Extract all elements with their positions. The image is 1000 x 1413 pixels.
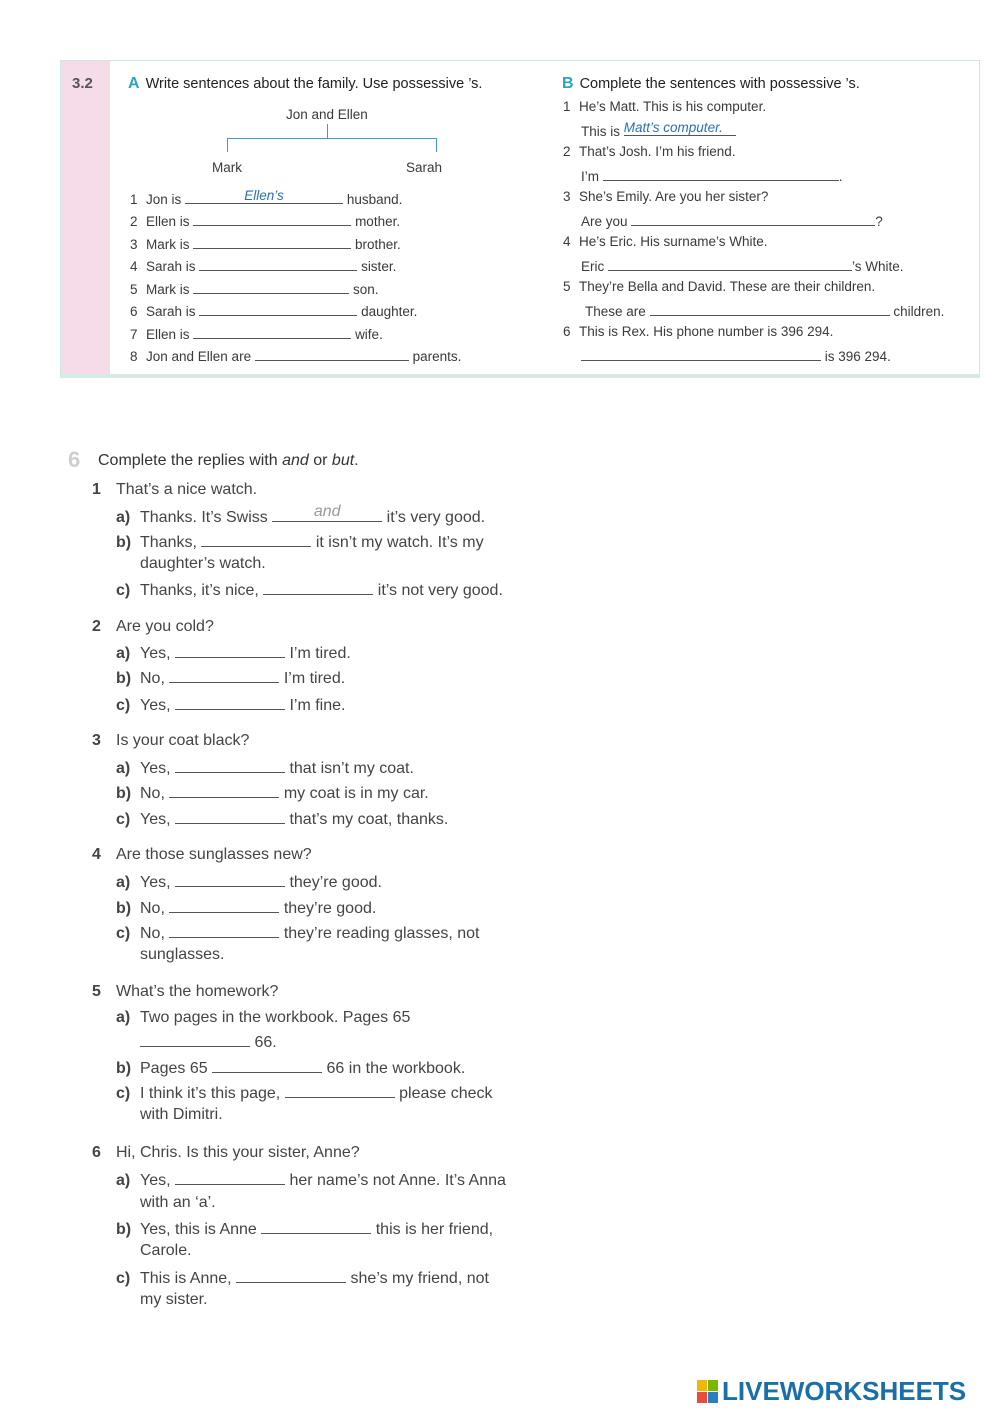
part-a-item	[130, 256, 396, 274]
part-b-item-line	[563, 99, 766, 114]
answer-blank[interactable]	[169, 668, 279, 683]
option-letter: a)	[116, 1009, 131, 1026]
part-a-heading	[128, 75, 482, 93]
item-prompt: He’s Matt. This is his computer.	[579, 99, 767, 114]
answer-blank[interactable]	[255, 346, 409, 361]
option-continued: with an ‘a’.	[140, 1194, 216, 1211]
option-text: it isn’t my watch. It’s my	[315, 534, 484, 551]
tree-bar	[227, 138, 437, 139]
option	[116, 580, 503, 600]
answer-blank[interactable]	[631, 211, 875, 226]
part-b-item-answer-line	[581, 166, 843, 184]
option-text: they’re reading glasses, not	[283, 925, 480, 942]
option-text: Yes,	[140, 811, 171, 828]
question-number: 1	[92, 481, 101, 498]
option-letter: a)	[116, 1172, 131, 1189]
item-prompt: This is Rex. His phone number is 396 294.	[579, 324, 834, 339]
question-text: Are those sunglasses new?	[116, 846, 312, 863]
option	[116, 923, 479, 943]
option-letter: c)	[116, 582, 131, 599]
item-prompt: They’re Bella and David. These are their children.	[579, 279, 876, 294]
question	[92, 846, 312, 864]
option-continued: sunglasses.	[140, 946, 225, 963]
option	[116, 783, 429, 803]
item-start: Sarah is	[146, 304, 196, 319]
option-text: No,	[140, 900, 165, 917]
tree-stem	[327, 124, 328, 138]
option-letter: b)	[116, 1060, 132, 1077]
item-end: mother.	[355, 214, 401, 229]
answer-blank[interactable]	[201, 532, 311, 547]
part-a-item	[130, 346, 461, 364]
option-letter: a)	[116, 874, 131, 891]
question	[92, 618, 214, 636]
title-and: and	[282, 452, 309, 469]
answer-blank[interactable]	[193, 211, 351, 226]
option-continued: with Dimitri.	[140, 1106, 223, 1123]
exercise-number: 6	[68, 447, 81, 472]
option-letter: a)	[116, 509, 131, 526]
item-start: Ellen is	[146, 327, 190, 342]
option-continued	[140, 1032, 277, 1052]
option	[116, 872, 382, 892]
part-a-item	[130, 211, 400, 229]
option-letter: b)	[116, 670, 132, 687]
question	[92, 481, 257, 499]
option-text: This is Anne,	[140, 1270, 232, 1287]
question	[92, 1144, 360, 1162]
question-text: Hi, Chris. Is this your sister, Anne?	[116, 1144, 360, 1161]
item-start: Sarah is	[146, 259, 196, 274]
option-text: Yes,	[140, 645, 171, 662]
option-letter: c)	[116, 1270, 131, 1287]
option-text: 66 in the workbook.	[326, 1060, 466, 1077]
item-end: parents.	[412, 349, 462, 364]
item-end: is 396 294.	[824, 349, 891, 364]
option-text: Yes,	[140, 1172, 171, 1189]
item-start: Eric	[581, 259, 605, 274]
answer-blank[interactable]	[175, 809, 285, 824]
question-number: 3	[92, 732, 101, 749]
option-letter: b)	[116, 1221, 132, 1238]
option-text: she’s my friend, not	[350, 1270, 489, 1287]
option-letter: c)	[116, 1085, 131, 1102]
answer-blank[interactable]	[193, 279, 349, 294]
question-number: 5	[92, 983, 101, 1000]
question-text: What’s the homework?	[116, 983, 279, 1000]
option-text: they’re good.	[283, 900, 377, 917]
item-number: 4	[130, 259, 138, 274]
item-prompt: That’s Josh. I’m his friend.	[579, 144, 736, 159]
title-text: Complete the replies with	[98, 452, 283, 469]
item-end: children.	[893, 304, 945, 319]
liveworksheets-logo-icon	[697, 1380, 719, 1404]
item-start: This is	[581, 124, 621, 139]
answer-blank[interactable]	[140, 1032, 250, 1047]
item-start: Mark is	[146, 237, 190, 252]
option-text: No,	[140, 670, 165, 687]
option-text: that isn’t my coat.	[289, 760, 414, 777]
option-text: they’re good.	[289, 874, 382, 891]
part-b-item-answer-line	[581, 211, 883, 229]
part-b-item-answer-line	[585, 301, 944, 319]
option-text: 66.	[254, 1034, 277, 1051]
item-prompt: He’s Eric. His surname’s White.	[579, 234, 768, 249]
answer-blank[interactable]	[212, 1058, 322, 1073]
part-a-item	[130, 234, 401, 252]
item-start: Jon is	[146, 192, 182, 207]
answer-blank[interactable]	[169, 783, 279, 798]
part-b-item-line	[563, 189, 768, 204]
option-continued: my sister.	[140, 1291, 208, 1308]
tree-child-sarah: Sarah	[406, 160, 443, 175]
option-text: please check	[399, 1085, 493, 1102]
part-b-letter: B	[562, 75, 574, 92]
question-text: Is your coat black?	[116, 732, 250, 749]
answer-blank[interactable]	[285, 1083, 395, 1098]
item-start: Are you	[581, 214, 628, 229]
question-text: That’s a nice watch.	[116, 481, 258, 498]
part-a-instruction: Write sentences about the family. Use possessive ’s.	[145, 76, 483, 92]
answer-text: Ellen’s	[244, 188, 284, 203]
item-number: 2	[563, 144, 571, 159]
option-text: Yes,	[140, 697, 171, 714]
part-b-item-line	[563, 324, 833, 339]
option-letter: a)	[116, 760, 131, 777]
item-number: 4	[563, 234, 571, 249]
item-start: I’m	[581, 169, 599, 184]
answer-blank[interactable]	[175, 643, 285, 658]
answer-blank[interactable]	[199, 256, 357, 271]
option	[116, 1083, 493, 1103]
item-number: 3	[563, 189, 571, 204]
part-b-item-answer-line	[581, 256, 904, 274]
answer-blank[interactable]	[199, 301, 357, 316]
answer-text: and	[313, 503, 341, 520]
item-number: 3	[130, 237, 138, 252]
part-a-letter: A	[128, 75, 140, 92]
exercise-instruction	[98, 452, 359, 470]
answer-blank[interactable]	[263, 580, 373, 595]
answer-blank[interactable]	[261, 1219, 371, 1234]
option	[116, 1058, 465, 1078]
option-text: I’m tired.	[289, 645, 351, 662]
part-b-item-answer-line	[581, 346, 891, 364]
item-number: 8	[130, 349, 138, 364]
option-text: her name’s not Anne. It’s Anna	[289, 1172, 506, 1189]
item-end: son.	[353, 282, 379, 297]
answer-blank[interactable]	[175, 758, 285, 773]
part-a-item	[130, 189, 402, 207]
option-text: Thanks, it’s nice,	[140, 582, 259, 599]
part-b-heading	[562, 75, 860, 93]
item-end: brother.	[355, 237, 401, 252]
answer-blank[interactable]	[185, 189, 343, 204]
question-text: Are you cold?	[116, 618, 214, 635]
option-text: Pages 65	[140, 1060, 208, 1077]
answer-blank[interactable]	[650, 301, 890, 316]
option-text: Two pages in the workbook. Pages 65	[140, 1009, 411, 1026]
title-text: .	[354, 452, 359, 469]
item-end: sister.	[361, 259, 397, 274]
item-number: 1	[130, 192, 138, 207]
option-letter: c)	[116, 925, 131, 942]
part-a-item	[130, 324, 383, 342]
item-end: husband.	[346, 192, 403, 207]
part-a-item	[130, 279, 379, 297]
part-b-instruction: Complete the sentences with possessive ’s.	[579, 76, 860, 92]
option-text: No,	[140, 925, 165, 942]
tree-right-drop	[436, 138, 437, 152]
option	[116, 695, 345, 715]
option	[116, 898, 376, 918]
answer-blank[interactable]	[169, 898, 279, 913]
option	[116, 1009, 410, 1027]
option	[116, 758, 414, 778]
tree-parents: Jon and Ellen	[286, 107, 368, 122]
option-letter: c)	[116, 811, 131, 828]
item-number: 5	[130, 282, 138, 297]
part-b-item-line	[563, 234, 768, 249]
answer-blank[interactable]	[581, 346, 821, 361]
item-number: 1	[563, 99, 571, 114]
option-continued: daughter’s watch.	[140, 555, 266, 572]
answer-blank[interactable]	[193, 234, 351, 249]
answer-blank[interactable]	[175, 872, 285, 887]
option-text: I’m fine.	[289, 697, 346, 714]
item-number: 7	[130, 327, 138, 342]
question-number: 4	[92, 846, 101, 863]
option	[116, 668, 345, 688]
answer-text: Matt’s computer.	[623, 120, 723, 135]
item-number: 2	[130, 214, 138, 229]
question	[92, 983, 278, 1001]
part-b-item-line	[563, 279, 875, 294]
option	[116, 643, 351, 663]
item-end: daughter.	[361, 304, 418, 319]
option-text: I think it’s this page,	[140, 1085, 281, 1102]
option	[116, 1170, 506, 1190]
option	[116, 1268, 489, 1288]
option	[116, 503, 486, 527]
option-letter: b)	[116, 785, 132, 802]
tree-child-mark: Mark	[212, 160, 242, 175]
option-text: that’s my coat, thanks.	[289, 811, 449, 828]
option-letter: b)	[116, 900, 132, 917]
answer-blank[interactable]	[169, 923, 279, 938]
answer-blank[interactable]	[175, 695, 285, 710]
title-but: but	[331, 452, 355, 469]
option-letter: a)	[116, 645, 131, 662]
option-letter: c)	[116, 697, 131, 714]
part-b-item-line	[563, 144, 736, 159]
item-number: 6	[130, 304, 138, 319]
option-text: my coat is in my car.	[283, 785, 429, 802]
option-text: I’m tired.	[283, 670, 346, 687]
item-prompt: She’s Emily. Are you her sister?	[579, 189, 769, 204]
item-end: .	[838, 169, 843, 184]
option-text: No,	[140, 785, 165, 802]
option	[116, 532, 484, 552]
option-continued: Carole.	[140, 1242, 192, 1259]
question	[92, 732, 249, 750]
exercise-number: 3.2	[72, 75, 93, 92]
part-b-item-answer-line	[581, 121, 736, 139]
item-end: wife.	[355, 327, 383, 342]
item-end: ?	[875, 214, 883, 229]
item-number: 5	[563, 279, 571, 294]
option-text: Thanks,	[140, 534, 197, 551]
answer-blank[interactable]	[603, 166, 839, 181]
option-text: Thanks. It’s Swiss	[140, 509, 268, 526]
answer-blank[interactable]	[236, 1268, 346, 1283]
item-start: Mark is	[146, 282, 190, 297]
option-letter: b)	[116, 534, 132, 551]
question-number: 6	[92, 1144, 101, 1161]
option-text: Yes,	[140, 874, 171, 891]
answer-blank[interactable]	[175, 1170, 285, 1185]
title-text: or	[308, 452, 332, 469]
option	[116, 809, 448, 829]
item-start: Jon and Ellen are	[146, 349, 252, 364]
answer-blank[interactable]	[608, 256, 852, 271]
item-end: ’s White.	[852, 259, 904, 274]
item-start: These are	[585, 304, 646, 319]
option-text: Yes, this is Anne	[140, 1221, 257, 1238]
option	[116, 1219, 493, 1239]
option-text: it’s very good.	[386, 509, 486, 526]
option-text: this is her friend,	[375, 1221, 494, 1238]
item-number: 6	[563, 324, 571, 339]
tree-left-drop	[227, 138, 228, 152]
answer-blank[interactable]	[272, 503, 382, 522]
part-a-item	[130, 301, 417, 319]
answer-blank[interactable]	[624, 121, 736, 136]
option-text: it’s not very good.	[377, 582, 503, 599]
liveworksheets-logo: LIVEWORKSHEETS	[722, 1376, 967, 1406]
question-number: 2	[92, 618, 101, 635]
item-start: Ellen is	[146, 214, 190, 229]
answer-blank[interactable]	[193, 324, 351, 339]
option-text: Yes,	[140, 760, 171, 777]
